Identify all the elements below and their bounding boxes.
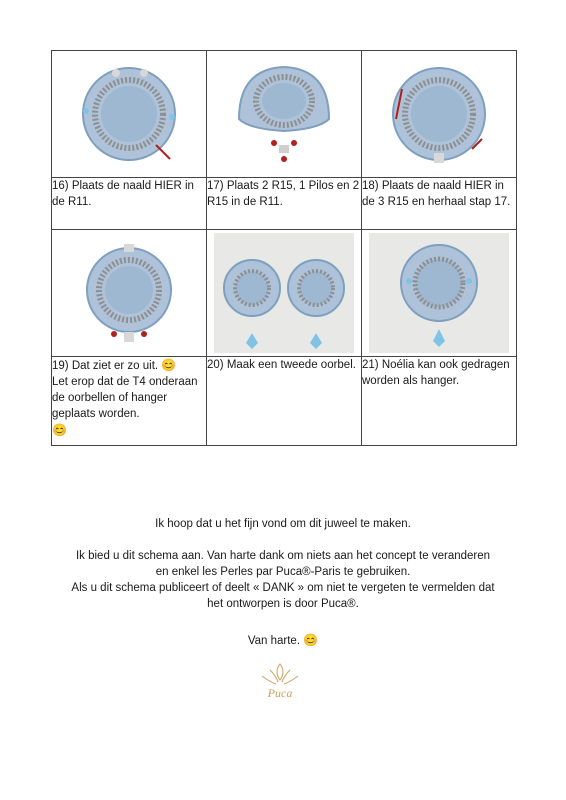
caption-row-2 bbox=[52, 357, 517, 446]
step-21-pendant-photo bbox=[369, 233, 509, 353]
puca-logo bbox=[240, 660, 320, 700]
closing-paragraph bbox=[0, 548, 566, 612]
step-16-caption: 16) Plaats de naald HIER in de R11. bbox=[52, 178, 207, 230]
step-17-caption: 17) Plaats 2 R15, 1 Pilos en 2 R15 in de R11. bbox=[207, 178, 362, 230]
step-17-pendant-photo bbox=[224, 59, 344, 169]
step-21-photo-cell bbox=[362, 230, 517, 357]
steps-table bbox=[51, 50, 517, 446]
step-17-photo-cell bbox=[207, 51, 362, 178]
closing-text-3: Als u dit schema publiceert of deelt « DANK » om niet te vergeten te vermelden dat bbox=[71, 582, 495, 594]
step-20-caption: 20) Maak een tweede oorbel. bbox=[207, 357, 362, 446]
smiley-icon: 😊 bbox=[161, 358, 177, 372]
closing-line: Ik hoop dat u het fijn vond om dit juweel te maken. bbox=[155, 518, 411, 530]
step-19-pendant-photo bbox=[74, 238, 184, 348]
caption-row-1 bbox=[52, 178, 517, 230]
signoff-text: Van harte. bbox=[247, 635, 301, 647]
step-19-caption-b: Let erop dat de T4 onderaan de oorbellen of hanger geplaats worden. bbox=[52, 376, 198, 420]
step-18-photo-cell bbox=[362, 51, 517, 178]
svg-text:Puca: Puca bbox=[267, 686, 293, 700]
step-20-photo-cell bbox=[207, 230, 362, 357]
step-20-earrings-photo bbox=[214, 233, 354, 353]
photo-row-1 bbox=[52, 51, 517, 178]
closing-text-4: het ontworpen is door Puca®. bbox=[207, 598, 359, 610]
smiley-icon: 😊 bbox=[303, 633, 319, 647]
smiley-icon: 😊 bbox=[52, 423, 67, 437]
signoff bbox=[0, 632, 566, 649]
step-18-pendant-photo bbox=[382, 59, 497, 169]
closing-text-2: en enkel les Perles par Puca®-Paris te gebruiken. bbox=[155, 566, 411, 578]
step-16-pendant-photo bbox=[74, 59, 184, 169]
closing-text-1: Ik bied u dit schema aan. Van harte dank om niets aan het concept te veranderen bbox=[75, 550, 491, 562]
step-19-caption-a: 19) Dat ziet er zo uit. bbox=[52, 360, 159, 372]
step-16-photo-cell bbox=[52, 51, 207, 178]
photo-row-2 bbox=[52, 230, 517, 357]
step-19-photo-cell bbox=[52, 230, 207, 357]
step-21-caption: 21) Noélia kan ook gedragen worden als hanger. bbox=[362, 357, 517, 446]
step-18-caption: 18) Plaats de naald HIER in de 3 R15 en herhaal stap 17. bbox=[362, 178, 517, 230]
step-19-caption bbox=[52, 357, 207, 446]
